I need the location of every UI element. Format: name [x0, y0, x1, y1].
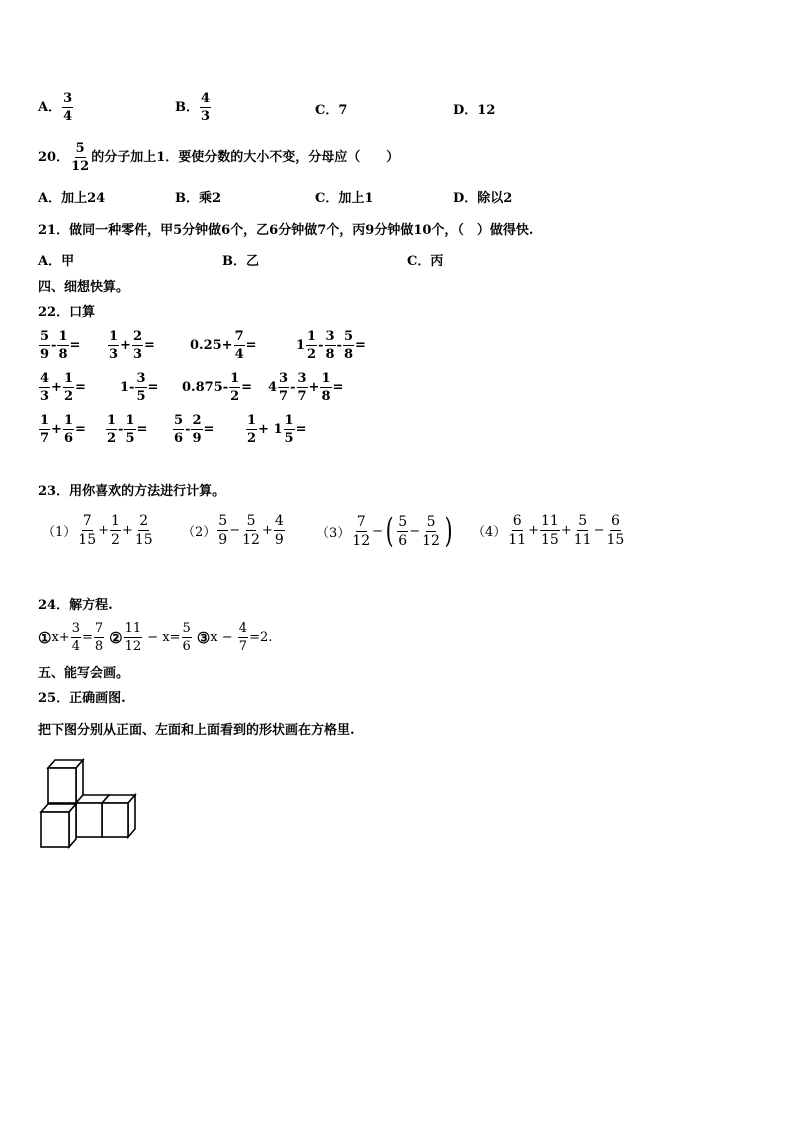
equation-3: x − $\frac{4}{7}$ =2.	[210, 621, 273, 654]
q24-title: 24．解方程.	[38, 598, 113, 613]
equation-1: x+ $\frac{3}{4}$ = $\frac{7}{8}$	[51, 621, 104, 654]
q20-option-d: D．除以2	[453, 191, 513, 206]
q22-title: 22．口算	[38, 305, 96, 320]
q22-r1-e2: $\frac{1}{3}$ + $\frac{2}{3}$ =	[109, 329, 155, 362]
q21-option-a: A．甲	[38, 254, 75, 269]
section-5-heading: 五、能写会画。	[38, 666, 130, 681]
q23-title: 23．用你喜欢的方法进行计算。	[38, 484, 226, 499]
q19-option-d: D．12	[453, 103, 496, 118]
equation-2: $\frac{11}{12}$ − x= $\frac{5}{6}$	[124, 621, 191, 654]
q22-r2-e3: 0.875- $\frac{1}{2}$ =	[182, 371, 253, 404]
q22-r2-e4: 4 $\frac{3}{7}$ - $\frac{3}{7}$ + $\frac{1}{8}$ =	[268, 371, 344, 404]
q21-stem: 21．做同一种零件，甲5分钟做6个，乙6分钟做7个，丙9分钟做10个，（ ）做得快.	[38, 223, 534, 238]
cube-stack-figure	[36, 755, 140, 851]
q22-r1-e1: $\frac{5}{9}$ - $\frac{1}{8}$ =	[40, 329, 81, 362]
q22-r3-e4: $\frac{1}{2}$ + 1 $\frac{1}{5}$ =	[247, 413, 307, 446]
q20-option-b: B．乘2	[175, 191, 222, 206]
q21-option-c: C．丙	[407, 254, 444, 269]
q21-option-b: B．乙	[222, 254, 259, 269]
q20-stem: 20． $\frac{5}{12}$ 的分子加上1．要使分数的大小不变，分母应（ ）	[38, 141, 400, 174]
equation-1-marker: ①	[38, 628, 52, 647]
section-4-heading: 四、细想快算。	[38, 280, 130, 295]
q25-instruction: 把下图分别从正面、左面和上面看到的形状画在方格里.	[38, 723, 355, 738]
q24-equations	[38, 622, 272, 653]
q19-option-a: A． $\frac{3}{4}$	[38, 91, 73, 124]
q22-r1-e3: 0.25+ $\frac{7}{4}$ =	[190, 329, 257, 362]
q22-r3-e1: $\frac{1}{7}$ + $\frac{1}{6}$ =	[40, 413, 86, 446]
equation-3-marker: ③	[196, 628, 211, 647]
q23-problem-4: （4） $\frac{6}{11}$ + $\frac{11}{15}$ + $\frac{5}{11}$ − $\frac{6}{15}$	[472, 513, 625, 548]
equation-2-marker: ②	[109, 628, 123, 647]
q22-r3-e2: $\frac{1}{2}$ - $\frac{1}{5}$ =	[107, 413, 148, 446]
q19-option-b: B． $\frac{4}{3}$	[175, 91, 211, 124]
q22-r2-e1: $\frac{4}{3}$ + $\frac{1}{2}$ =	[40, 371, 86, 404]
q23-problem-2: （2） $\frac{5}{9}$ − $\frac{5}{12}$ + $\frac{4}{9}$	[182, 513, 284, 548]
q20-option-c: C．加上1	[315, 191, 374, 206]
q20-option-a: A．加上24	[38, 191, 106, 206]
q22-r3-e3: $\frac{5}{6}$ - $\frac{2}{9}$ =	[174, 413, 215, 446]
q19-option-c: C．7	[315, 103, 348, 118]
q22-r1-e4: 1 $\frac{1}{2}$ - $\frac{3}{8}$ - $\frac{5}{8}$ =	[296, 329, 366, 362]
q23-problem-3: （3） $\frac{7}{12}$ − ( $\frac{5}{6}$ − $\frac{5}{12}$ )	[316, 511, 453, 551]
q23-problem-1: （1） $\frac{7}{15}$ + $\frac{1}{2}$ + $\frac{2}{15}$	[42, 513, 153, 548]
q22-r2-e2: 1- $\frac{3}{5}$ =	[120, 371, 159, 404]
q25-title: 25．正确画图.	[38, 691, 126, 706]
